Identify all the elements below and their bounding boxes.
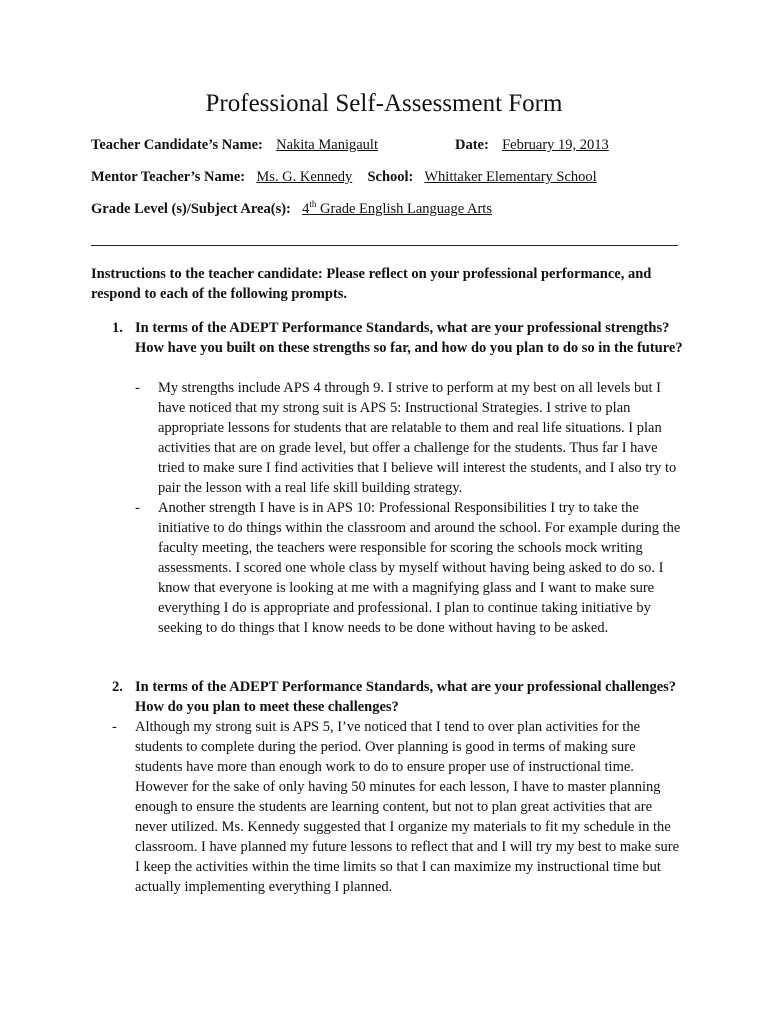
answer-item [135, 498, 681, 638]
answer-item [135, 378, 681, 498]
grade-label: Grade Level (s)/Subject Area(s): [91, 201, 291, 217]
answer-item [112, 717, 682, 897]
answer-text: My strengths include APS 4 through 9. I strive to perform at my best on all levels but I have noticed that my strong suit is APS 5: Instructional Strategies. I strive to plan appropriate lessons for students that are relatable to them and real life situations. I plan activities that are on grade level, but offer a challenge for the students. Thus far I have tried to make sure I find activities that I believe will interest the students, and I also try to pair the lesson with a real life skill building strategy. [158, 380, 677, 496]
instructions: Instructions to the teacher candidate: Please reflect on your professional performance, and respond to each of the following prompts. [91, 266, 652, 302]
page-title: Professional Self-Assessment Form [205, 90, 563, 117]
date-value: February 19, 2013 [502, 137, 609, 153]
grade-value-subject: Grade English Language Arts [316, 201, 492, 217]
school-value: Whittaker Elementary School [424, 169, 597, 185]
date-row [455, 135, 609, 155]
question-1 [112, 318, 692, 358]
section-divider [91, 245, 678, 246]
school-label: School: [367, 169, 414, 185]
question-text: In terms of the ADEPT Performance Standards, what are your professional challenges? How do you plan to meet these challenges? [135, 679, 677, 715]
bullet-dash: - [112, 719, 117, 735]
grade-row [91, 199, 492, 219]
candidate-name-label: Teacher Candidate’s Name: [91, 137, 263, 153]
bullet-dash: - [135, 500, 140, 516]
candidate-row [91, 135, 378, 155]
grade-value-ordinal: th [309, 199, 317, 210]
question-number: 2. [112, 679, 123, 695]
bullet-dash: - [135, 380, 140, 396]
question-number: 1. [112, 320, 123, 336]
mentor-row [91, 167, 597, 187]
date-label: Date: [455, 137, 489, 153]
grade-value-number: 4 [302, 201, 310, 217]
candidate-name-value: Nakita Manigault [276, 137, 378, 153]
question-text: In terms of the ADEPT Performance Standards, what are your professional strengths? How have you built on these strengths so far, and how do you plan to do so in the future? [135, 320, 683, 356]
mentor-name-label: Mentor Teacher’s Name: [91, 169, 246, 185]
mentor-name-value: Ms. G. Kennedy [256, 169, 353, 185]
grade-value [302, 201, 492, 217]
answer-text: Although my strong suit is APS 5, I’ve noticed that I tend to over plan activities for the students to complete during the period. Over planning is good in terms of making sure students have more than enough work to do to ensure proper use of instructional time. However for the sake of only having 50 minutes for each lesson, I have to master planning enough to ensure the students are learning content, but not to plan great activities that are never utilized. Ms. Kennedy suggested that I organize my materials to fit my schedule in the classroom. I have planned my future lessons to reflect that and I will try my best to make sure I keep the activities within the time limits so that I can maximize my instructional time but actually implementing everything I planned. [135, 719, 680, 895]
answer-text: Another strength I have is in APS 10: Professional Responsibilities I try to take the initiative to do things within the classroom and around the school. For example during the faculty meeting, the teachers were responsible for scoring the schools mock writing assessments. I scored one whole class by myself without having being asked to do so. I know that everyone is looking at me with a magnifying glass and I want to make sure everything I do is appropriate and professional. I plan to continue taking initiative by seeking to do things that I know needs to be done without having to be asked. [158, 500, 681, 636]
question-2 [112, 677, 692, 717]
